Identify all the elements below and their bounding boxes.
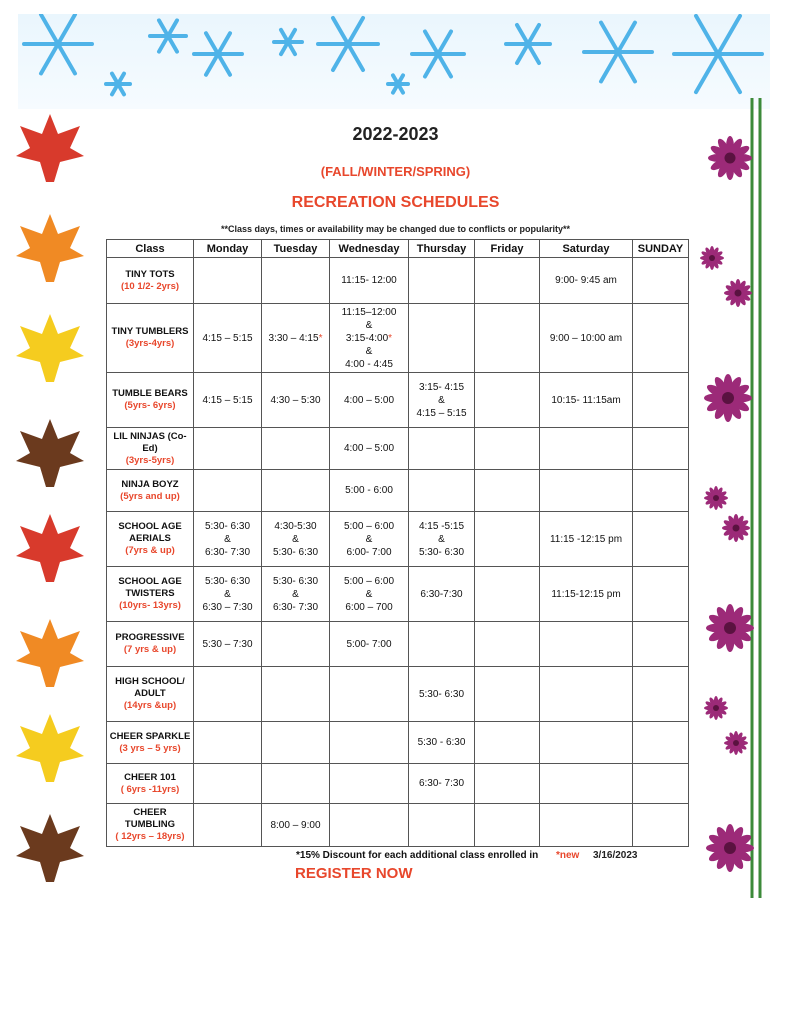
schedule-cell-sun — [633, 567, 689, 622]
time-slot: 5:30 - 6:30 — [417, 737, 466, 748]
class-name: SCHOOL AGE TWISTERS — [118, 576, 182, 599]
schedule-cell-thu — [409, 470, 475, 512]
schedule-cell-wed — [330, 804, 409, 847]
column-header-monday: Monday — [194, 240, 262, 258]
maple-leaf-icon — [16, 619, 84, 687]
schedule-cell-sun — [633, 722, 689, 764]
table-header-row — [107, 240, 689, 258]
time-slot: 5:00- 7:00 — [346, 638, 392, 650]
schedule-cell-fri — [475, 722, 540, 764]
class-age-range: (7yrs & up) — [125, 545, 175, 556]
time-slot: & — [365, 345, 373, 357]
column-header-sunday: SUNDAY — [633, 240, 689, 258]
schedule-cell-sat — [540, 470, 633, 512]
class-name-cell — [107, 804, 194, 847]
column-header-class: Class — [107, 240, 194, 258]
schedule-cell-mon — [194, 722, 262, 764]
schedule-cell-sun — [633, 764, 689, 804]
snowflake-icon — [584, 23, 652, 82]
time-slot: 8:00 – 9:00 — [270, 819, 321, 831]
class-age-range: (5yrs- 6yrs) — [124, 400, 176, 411]
time-slot: 4:00 – 5:00 — [343, 394, 395, 406]
flower-icon — [706, 604, 754, 652]
time-slot: 4:00 - 4:45 — [345, 358, 393, 370]
class-name: NINJA BOYZ — [121, 478, 179, 490]
time-slot: 5:00 – 6:00 — [343, 520, 395, 532]
time-slot: 6:30-7:30 — [420, 588, 463, 600]
maple-leaf-icon — [16, 514, 84, 582]
schedule-cell-tue — [262, 470, 330, 512]
column-header-tuesday: Tuesday — [262, 240, 330, 258]
time-slot: & — [438, 533, 445, 545]
class-name: TINY TUMBLERS — [111, 326, 189, 337]
schedule-cell-tue — [262, 258, 330, 304]
flower-vine-border — [690, 98, 770, 898]
time-slot: 5:00 - 6:00 — [345, 485, 393, 496]
time-slot: 6:00 – 700 — [345, 601, 393, 613]
schedule-cell-thu — [409, 567, 475, 622]
snowflake-icon — [24, 15, 92, 74]
new-marker-note: *new — [556, 850, 580, 861]
class-name: CHEER 101 — [124, 771, 176, 783]
schedule-cell-tue — [262, 428, 330, 470]
table-row — [107, 722, 689, 764]
schedule-cell-sun — [633, 667, 689, 722]
class-age-range: (3 yrs – 5 yrs) — [119, 742, 181, 754]
schedule-cell-thu — [409, 764, 475, 804]
table-row — [107, 428, 689, 470]
snowflake-icon — [412, 31, 464, 76]
schedule-cell-sat — [540, 258, 633, 304]
table-row — [107, 512, 689, 567]
class-name: TUMBLE BEARS — [112, 388, 188, 399]
class-name-cell — [107, 567, 194, 622]
schedule-cell-tue — [262, 667, 330, 722]
time-slot: 4:15 – 5:15 — [416, 407, 467, 419]
class-name-cell — [107, 428, 194, 470]
time-slot: 5:30- 6:30 — [272, 546, 319, 558]
class-age-range: (7 yrs & up) — [123, 644, 177, 655]
schedule-cell-mon — [194, 567, 262, 622]
time-slot: 11:15 -12:15 pm — [549, 533, 623, 545]
snowflake-icon — [274, 30, 302, 54]
schedule-cell-sun — [633, 304, 689, 373]
schedule-cell-thu — [409, 667, 475, 722]
flower-icon — [724, 279, 752, 307]
schedule-cell-wed — [330, 722, 409, 764]
schedule-cell-tue — [262, 304, 330, 373]
table-row — [107, 764, 689, 804]
class-name: TINY TOTS — [125, 268, 175, 280]
schedule-cell-wed — [330, 258, 409, 304]
class-age-range: (10 1/2- 2yrs) — [120, 280, 180, 292]
class-name: CHEER SPARKLE — [109, 730, 191, 742]
time-slot: & — [438, 394, 445, 406]
schedule-cell-sat — [540, 722, 633, 764]
class-name: PROGRESSIVE — [115, 632, 185, 643]
update-date: 3/16/2023 — [593, 850, 638, 861]
table-row — [107, 567, 689, 622]
schedule-cell-sun — [633, 512, 689, 567]
time-slot: 4:15 -5:15 — [418, 520, 465, 532]
column-header-thursday: Thursday — [409, 240, 475, 258]
time-slot: 6:30- 7:30 — [418, 778, 465, 789]
time-slot: 6:00- 7:00 — [346, 546, 392, 558]
class-age-range: (10yrs- 13yrs) — [119, 600, 181, 611]
schedule-cell-wed — [330, 304, 409, 373]
schedule-cell-sat — [540, 567, 633, 622]
time-slot: 6:30- 7:30 — [204, 546, 251, 558]
schedule-cell-thu — [409, 258, 475, 304]
time-slot: 9:00 – 10:00 am — [549, 332, 623, 344]
time-slot: 4:15 – 5:15 — [202, 394, 253, 406]
time-slot: & — [365, 588, 373, 600]
snowflake-icon — [194, 33, 242, 75]
schedule-cell-sat — [540, 428, 633, 470]
schedule-cell-fri — [475, 567, 540, 622]
time-slot: 5:00 – 6:00 — [343, 575, 395, 587]
schedule-cell-sun — [633, 470, 689, 512]
schedule-cell-tue — [262, 512, 330, 567]
schedule-cell-mon — [194, 512, 262, 567]
schedule-cell-wed — [330, 512, 409, 567]
schedule-cell-sat — [540, 304, 633, 373]
class-name-cell — [107, 667, 194, 722]
schedule-cell-fri — [475, 373, 540, 428]
time-slot: 4:30 – 5:30 — [270, 394, 321, 406]
schedule-cell-sat — [540, 667, 633, 722]
table-row — [107, 804, 689, 847]
class-name-cell — [107, 722, 194, 764]
schedule-cell-tue — [262, 722, 330, 764]
table-row — [107, 304, 689, 373]
schedule-cell-mon — [194, 622, 262, 667]
time-slot: 10:15- 11:15am — [551, 394, 621, 406]
schedule-cell-sun — [633, 373, 689, 428]
snowflake-icon — [318, 18, 378, 70]
table-row — [107, 373, 689, 428]
schedule-cell-fri — [475, 622, 540, 667]
flower-icon — [704, 374, 752, 422]
time-slot: 4:15 – 5:15 — [202, 332, 253, 344]
class-name: LIL NINJAS (Co-Ed) — [113, 430, 187, 454]
time-slot: 11:15- 12:00 — [341, 275, 397, 286]
flower-icon — [706, 824, 754, 872]
schedule-cell-wed — [330, 373, 409, 428]
table-row — [107, 470, 689, 512]
time-slot: & — [365, 319, 373, 331]
schedule-cell-fri — [475, 764, 540, 804]
schedule-cell-fri — [475, 512, 540, 567]
time-slot: 9:00- 9:45 am — [555, 275, 617, 286]
schedule-cell-sat — [540, 804, 633, 847]
snowflake-icon — [150, 20, 186, 51]
time-slot: 5:30 – 7:30 — [202, 638, 253, 650]
time-slot: 5:30- 6:30 — [418, 546, 465, 558]
schedule-cell-thu — [409, 428, 475, 470]
time-slot: 4:30-5:30 — [274, 520, 317, 532]
schedule-cell-mon — [194, 667, 262, 722]
schedule-cell-fri — [475, 667, 540, 722]
schedule-cell-tue — [262, 804, 330, 847]
schedule-cell-thu — [409, 512, 475, 567]
schedule-cell-sat — [540, 512, 633, 567]
schedule-table — [106, 239, 689, 847]
schedule-cell-mon — [194, 804, 262, 847]
schedule-cell-sat — [540, 764, 633, 804]
flower-icon — [722, 514, 750, 542]
schedule-cell-wed — [330, 622, 409, 667]
table-row — [107, 667, 689, 722]
class-age-range: ( 6yrs -11yrs) — [120, 783, 180, 795]
schedule-cell-mon — [194, 304, 262, 373]
time-slot: & — [292, 588, 299, 600]
column-header-wednesday: Wednesday — [330, 240, 409, 258]
time-slot: 5:30- 6:30 — [418, 688, 465, 700]
seasons-subtitle: (FALL/WINTER/SPRING) — [320, 164, 471, 179]
class-name: SCHOOL AGE AERIALS — [118, 521, 182, 544]
schedule-cell-thu — [409, 804, 475, 847]
schedule-cell-tue — [262, 764, 330, 804]
class-name-cell — [107, 764, 194, 804]
column-header-saturday: Saturday — [540, 240, 633, 258]
time-slot: & — [224, 533, 231, 545]
flower-icon — [704, 696, 728, 720]
schedule-cell-fri — [475, 428, 540, 470]
schedule-cell-sun — [633, 258, 689, 304]
class-name-cell — [107, 373, 194, 428]
time-slot: 3:15- 4:15 — [418, 381, 465, 393]
time-slot: 6:30- 7:30 — [272, 601, 319, 613]
schedule-cell-sun — [633, 804, 689, 847]
column-header-friday: Friday — [475, 240, 540, 258]
class-name: CHEER TUMBLING — [124, 807, 176, 830]
schedule-cell-fri — [475, 804, 540, 847]
class-name-cell — [107, 512, 194, 567]
time-slot: 5:30- 6:30 — [204, 520, 251, 532]
schedule-cell-sat — [540, 373, 633, 428]
snowflake-icon — [674, 16, 762, 92]
maple-leaf-icon — [16, 714, 84, 782]
table-row — [107, 622, 689, 667]
time-slot: 4:00 – 5:00 — [343, 443, 395, 454]
schedule-cell-mon — [194, 470, 262, 512]
schedule-cell-thu — [409, 373, 475, 428]
time-slot: 6:30 – 7:30 — [202, 601, 253, 613]
schedule-cell-sun — [633, 428, 689, 470]
maple-leaf-icon — [16, 814, 84, 882]
time-slot: & — [224, 588, 231, 600]
schedule-cell-mon — [194, 428, 262, 470]
schedule-cell-mon — [194, 373, 262, 428]
class-name-cell — [107, 258, 194, 304]
maple-leaf-icon — [16, 419, 84, 487]
schedule-cell-fri — [475, 304, 540, 373]
schedule-cell-tue — [262, 622, 330, 667]
class-name-cell — [107, 470, 194, 512]
class-name: HIGH SCHOOL/ ADULT — [115, 676, 185, 699]
flower-icon — [704, 486, 728, 510]
disclaimer-note: **Class days, times or availability may be changed due to conflicts or popularity** — [220, 224, 571, 234]
discount-note: *15% Discount for each additional class enrolled in — [296, 850, 539, 861]
register-now-link[interactable]: REGISTER NOW — [295, 865, 413, 882]
schedule-cell-wed — [330, 667, 409, 722]
snowflake-border — [18, 14, 770, 109]
class-age-range: (3yrs-4yrs) — [125, 338, 175, 349]
time-slot: 11:15-12:15 pm — [551, 588, 621, 600]
maple-leaf-icon — [16, 314, 84, 382]
time-slot: & — [365, 533, 373, 545]
class-age-range: ( 12yrs – 18yrs) — [115, 831, 185, 842]
schedule-cell-mon — [194, 258, 262, 304]
schedule-cell-wed — [330, 764, 409, 804]
class-name-cell — [107, 622, 194, 667]
snowflake-icon — [106, 74, 130, 95]
schedule-cell-wed — [330, 428, 409, 470]
snowflake-icon — [388, 75, 408, 92]
time-slot: 5:30- 6:30 — [204, 575, 251, 587]
schedule-cell-thu — [409, 722, 475, 764]
time-slot: 5:30- 6:30 — [272, 575, 319, 587]
time-slot: & — [292, 533, 299, 545]
schedule-cell-tue — [262, 567, 330, 622]
page-title: 2022-2023 — [352, 124, 439, 144]
schedule-cell-thu — [409, 304, 475, 373]
class-name-cell — [107, 304, 194, 373]
class-age-range: (5yrs and up) — [120, 490, 180, 502]
schedule-cell-wed — [330, 567, 409, 622]
time-slot: 11:15–12:00 — [341, 306, 397, 318]
schedule-cell-thu — [409, 622, 475, 667]
time-slot: 3:30 – 4:15* — [268, 332, 323, 344]
time-slot: 3:15-4:00* — [345, 332, 393, 344]
schedule-cell-mon — [194, 764, 262, 804]
flower-icon — [700, 246, 724, 270]
schedule-cell-sat — [540, 622, 633, 667]
class-age-range: (3yrs-5yrs) — [125, 454, 175, 466]
schedule-cell-tue — [262, 373, 330, 428]
snowflake-icon — [506, 25, 550, 63]
vine-stem — [752, 98, 760, 898]
class-age-range: (14yrs &up) — [123, 700, 177, 711]
schedule-cell-fri — [475, 470, 540, 512]
schedule-cell-wed — [330, 470, 409, 512]
table-row — [107, 258, 689, 304]
schedule-cell-sun — [633, 622, 689, 667]
schedule-cell-fri — [475, 258, 540, 304]
schedule-heading: RECREATION SCHEDULES — [291, 194, 500, 211]
flower-icon — [724, 731, 748, 755]
